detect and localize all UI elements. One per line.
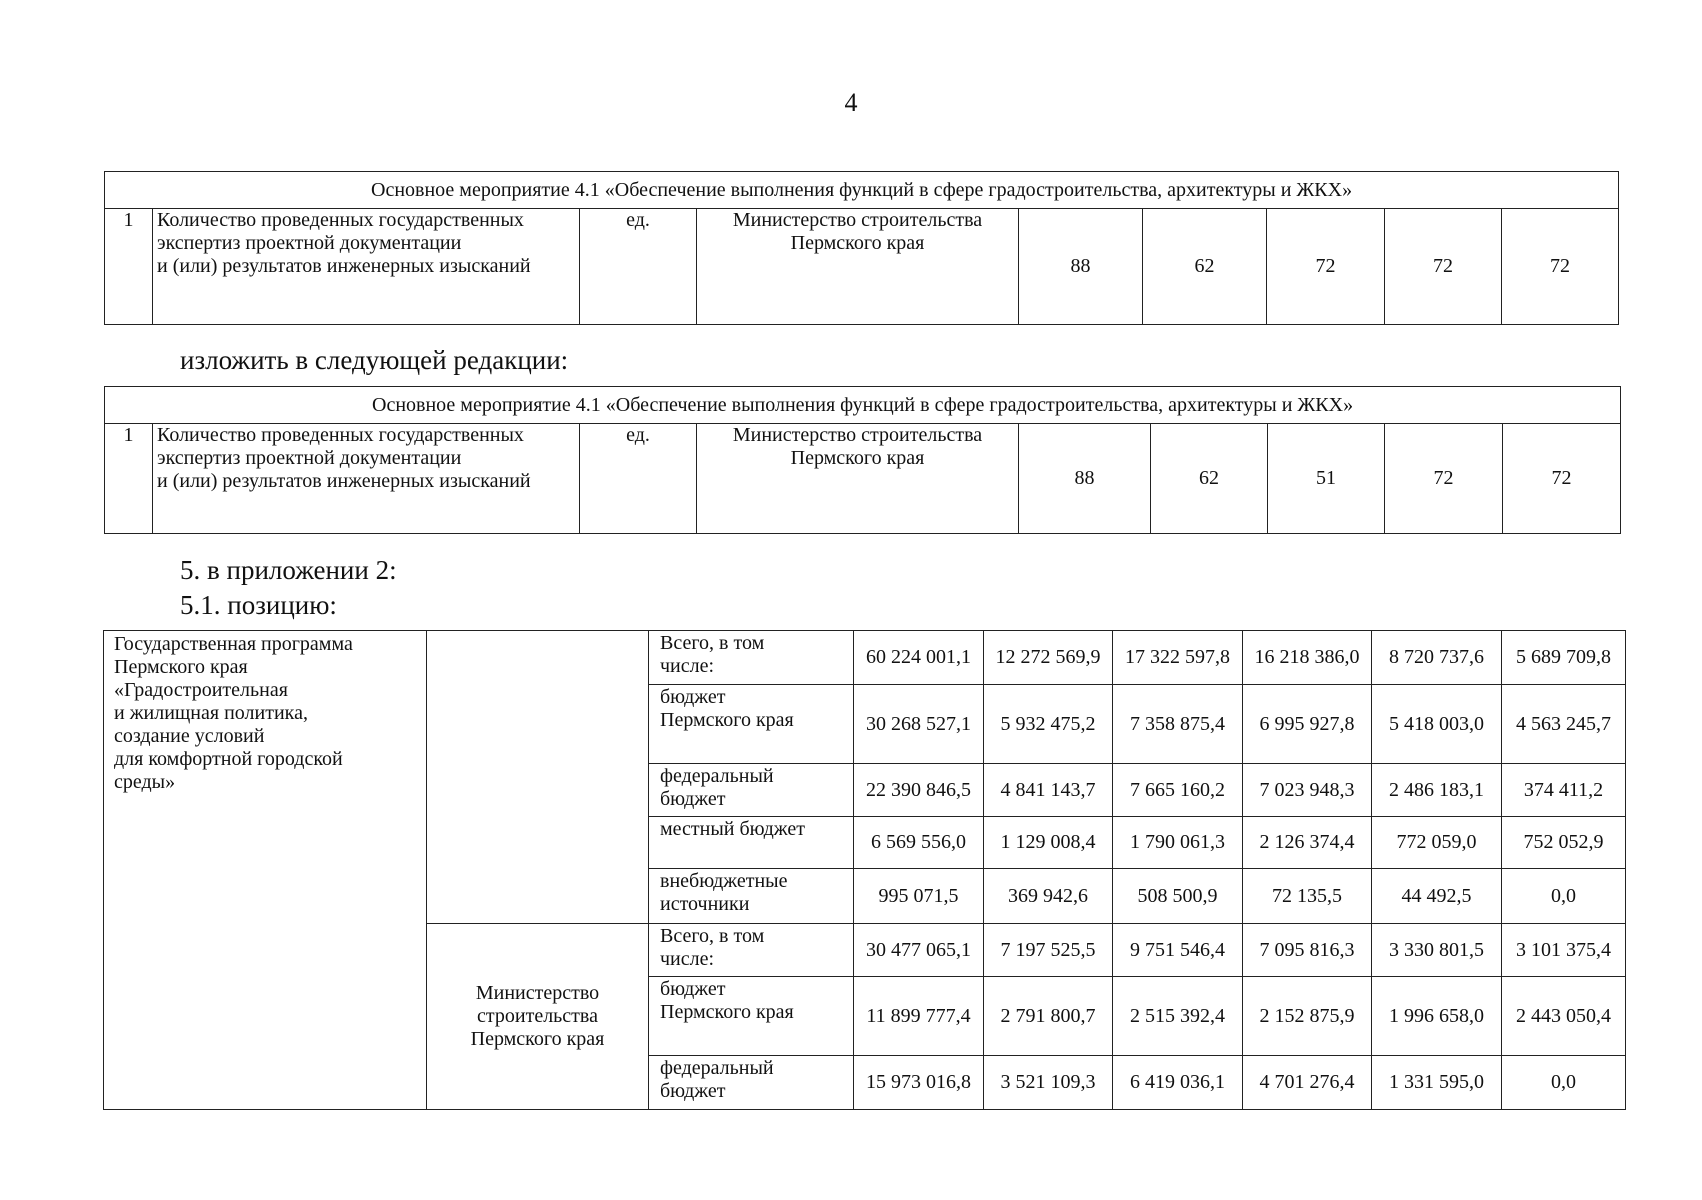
amount-cell: 44 492,5 xyxy=(1372,869,1502,924)
amount-cell: 3 521 109,3 xyxy=(984,1056,1113,1110)
amount-cell: 7 197 525,5 xyxy=(984,924,1113,977)
amount-cell: 9 751 546,4 xyxy=(1113,924,1243,977)
row-number: 1 xyxy=(105,209,153,325)
indicator-table-new xyxy=(104,386,1621,534)
amount-cell: 11 899 777,4 xyxy=(854,977,984,1056)
unit-cell: ед. xyxy=(580,209,697,325)
value-cell: 72 xyxy=(1502,209,1619,325)
activity-header: Основное мероприятие 4.1 «Обеспечение выполнения функций в сфере градостроительства, архитектуры и ЖКХ» xyxy=(105,172,1619,209)
value-cell: 62 xyxy=(1143,209,1267,325)
amount-cell: 15 973 016,8 xyxy=(854,1056,984,1110)
amount-cell: 0,0 xyxy=(1502,1056,1626,1110)
amount-cell: 7 665 160,2 xyxy=(1113,764,1243,817)
executor-cell: Министерство строительства Пермского края xyxy=(697,424,1019,534)
amount-cell: 2 126 374,4 xyxy=(1243,817,1372,869)
value-cell: 88 xyxy=(1019,209,1143,325)
amount-cell: 7 358 875,4 xyxy=(1113,685,1243,764)
value-cell: 72 xyxy=(1385,424,1503,534)
indicator-table-old xyxy=(104,171,1619,325)
amount-cell: 4 841 143,7 xyxy=(984,764,1113,817)
amount-cell: 3 101 375,4 xyxy=(1502,924,1626,977)
amount-cell: 7 023 948,3 xyxy=(1243,764,1372,817)
amount-cell: 72 135,5 xyxy=(1243,869,1372,924)
amount-cell: 1 790 061,3 xyxy=(1113,817,1243,869)
position-heading: 5.1. позицию: xyxy=(180,590,337,620)
amount-cell: 30 477 065,1 xyxy=(854,924,984,977)
program-finance-table xyxy=(103,630,1626,1110)
indicator-name: Количество проведенных государственных экспертиз проектной документации и (или) результатов инженерных изысканий xyxy=(153,424,580,534)
amount-cell: 30 268 527,1 xyxy=(854,685,984,764)
value-cell: 88 xyxy=(1019,424,1151,534)
amount-cell: 2 791 800,7 xyxy=(984,977,1113,1056)
value-cell: 62 xyxy=(1151,424,1268,534)
amount-cell: 3 330 801,5 xyxy=(1372,924,1502,977)
amount-cell: 1 996 658,0 xyxy=(1372,977,1502,1056)
amount-cell: 2 515 392,4 xyxy=(1113,977,1243,1056)
amount-cell: 16 218 386,0 xyxy=(1243,631,1372,685)
amount-cell: 995 071,5 xyxy=(854,869,984,924)
program-name: Государственная программа Пермского края «Градостроительная и жилищная политика, создание условий для комфортной городской среды» xyxy=(104,631,427,1110)
appendix-heading: 5. в приложении 2: xyxy=(180,555,397,585)
executor-empty xyxy=(427,631,649,924)
amount-cell: 2 152 875,9 xyxy=(1243,977,1372,1056)
amount-cell: 6 569 556,0 xyxy=(854,817,984,869)
funding-source: бюджет Пермского края xyxy=(649,685,854,764)
amount-cell: 5 932 475,2 xyxy=(984,685,1113,764)
amount-cell: 17 322 597,8 xyxy=(1113,631,1243,685)
value-cell: 72 xyxy=(1503,424,1621,534)
funding-source: федеральный бюджет xyxy=(649,1056,854,1110)
amount-cell: 374 411,2 xyxy=(1502,764,1626,817)
amount-cell: 22 390 846,5 xyxy=(854,764,984,817)
funding-source: Всего, в том числе: xyxy=(649,924,854,977)
funding-source: бюджет Пермского края xyxy=(649,977,854,1056)
amount-cell: 2 443 050,4 xyxy=(1502,977,1626,1056)
amount-cell: 772 059,0 xyxy=(1372,817,1502,869)
amount-cell: 7 095 816,3 xyxy=(1243,924,1372,977)
amount-cell: 369 942,6 xyxy=(984,869,1113,924)
activity-header: Основное мероприятие 4.1 «Обеспечение выполнения функций в сфере градостроительства, архитектуры и ЖКХ» xyxy=(105,387,1621,424)
amount-cell: 1 331 595,0 xyxy=(1372,1056,1502,1110)
funding-source: внебюджетные источники xyxy=(649,869,854,924)
amount-cell: 2 486 183,1 xyxy=(1372,764,1502,817)
executor-cell: Министерство строительства Пермского края xyxy=(697,209,1019,325)
value-cell: 51 xyxy=(1268,424,1385,534)
amount-cell: 8 720 737,6 xyxy=(1372,631,1502,685)
value-cell: 72 xyxy=(1267,209,1385,325)
amount-cell: 752 052,9 xyxy=(1502,817,1626,869)
funding-source: местный бюджет xyxy=(649,817,854,869)
replace-instruction: изложить в следующей редакции: xyxy=(180,345,569,375)
executor-ministry: Министерство строительства Пермского края xyxy=(427,924,649,1110)
value-cell: 72 xyxy=(1385,209,1502,325)
amount-cell: 6 419 036,1 xyxy=(1113,1056,1243,1110)
amount-cell: 0,0 xyxy=(1502,869,1626,924)
amount-cell: 1 129 008,4 xyxy=(984,817,1113,869)
page-number: 4 xyxy=(844,88,858,117)
amount-cell: 508 500,9 xyxy=(1113,869,1243,924)
row-number: 1 xyxy=(105,424,153,534)
unit-cell: ед. xyxy=(580,424,697,534)
indicator-name: Количество проведенных государственных экспертиз проектной документации и (или) результатов инженерных изысканий xyxy=(153,209,580,325)
amount-cell: 5 689 709,8 xyxy=(1502,631,1626,685)
amount-cell: 6 995 927,8 xyxy=(1243,685,1372,764)
amount-cell: 12 272 569,9 xyxy=(984,631,1113,685)
funding-source: Всего, в том числе: xyxy=(649,631,854,685)
amount-cell: 4 563 245,7 xyxy=(1502,685,1626,764)
amount-cell: 60 224 001,1 xyxy=(854,631,984,685)
amount-cell: 5 418 003,0 xyxy=(1372,685,1502,764)
funding-source: федеральный бюджет xyxy=(649,764,854,817)
amount-cell: 4 701 276,4 xyxy=(1243,1056,1372,1110)
